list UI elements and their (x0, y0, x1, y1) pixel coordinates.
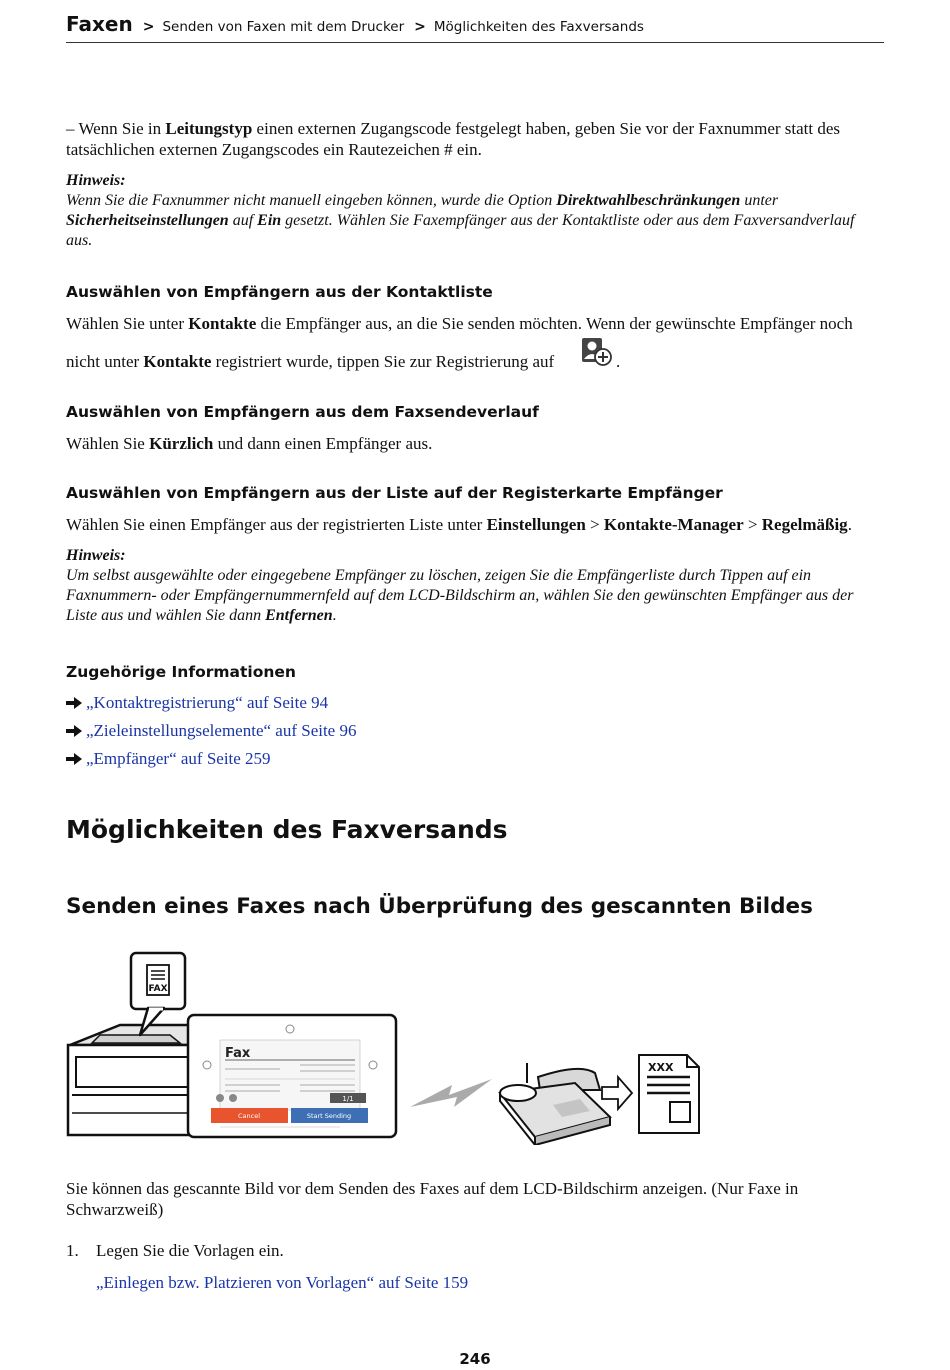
arrow-right-icon (66, 725, 82, 737)
add-contact-icon[interactable] (580, 336, 614, 368)
breadcrumb-section[interactable]: Faxen (66, 12, 133, 36)
fax-preview-illustration (60, 945, 710, 1145)
subsection-title: Senden eines Faxes nach Überprüfung des gescannten Bildes (66, 894, 813, 919)
screen-start-label: Start Sending (306, 1112, 352, 1120)
paragraph-recipient-tab: Wählen Sie einen Empfänger aus der registrierten Liste unter Einstellungen > Kontakte-Manager > Regelmäßig. (66, 515, 852, 534)
document-label: XXX (648, 1061, 674, 1074)
note-label: Hinweis: (66, 547, 126, 564)
step-text: Legen Sie die Vorlagen ein. (96, 1241, 284, 1260)
related-link[interactable]: „Zieleinstellungselemente“ auf Seite 96 (66, 720, 356, 741)
fax-bubble (131, 953, 185, 1035)
bubble-fax-label: FAX (148, 984, 168, 994)
paragraph-contacts-register: nicht unter Kontakte registriert wurde, tippen Sie zur Registrierung auf (66, 352, 555, 371)
heading-contacts: Auswählen von Empfängern aus der Kontaktliste (66, 283, 493, 301)
step-link[interactable]: „Einlegen bzw. Platzieren von Vorlagen“ auf Seite 159 (96, 1273, 469, 1292)
related-link[interactable]: „Empfänger“ auf Seite 259 (66, 748, 271, 769)
note-direct-dial: Hinweis: Wenn Sie die Faxnummer nicht manuell eingeben können, wurde die Option Direktwahlbeschränkungen unter Sicherheitseinstellungen auf Ein gesetzt. Wählen Sie Faxempfänger aus der Kontaktliste oder aus dem Faxversandverlauf aus. (66, 172, 855, 249)
section-title: Möglichkeiten des Faxversands (66, 815, 508, 844)
fax-machine-icon (500, 1063, 610, 1145)
screen-cancel-label: Cancel (237, 1112, 261, 1120)
heading-recipient-tab: Auswählen von Empfängern aus der Liste auf der Registerkarte Empfänger (66, 484, 723, 502)
breadcrumb (66, 12, 884, 43)
heading-related: Zugehörige Informationen (66, 663, 296, 681)
arrow-right-icon (66, 753, 82, 765)
related-link[interactable]: „Kontaktregistrierung“ auf Seite 94 (66, 692, 328, 713)
page-number: 246 (459, 1350, 491, 1368)
heading-history: Auswählen von Empfängern aus dem Faxsendeverlauf (66, 403, 539, 421)
period: . (616, 352, 621, 371)
printer-icon (68, 1025, 202, 1135)
lcd-screen (188, 1015, 396, 1137)
step-number: 1. (66, 1241, 79, 1260)
breadcrumb-separator: > (414, 19, 426, 35)
screen-page-counter: 1/1 (342, 1095, 354, 1103)
paragraph-preview-info: Sie können das gescannte Bild vor dem Senden des Faxes auf dem LCD-Bildschirm anzeigen. (Nur Faxe in Schwarzweiß) (66, 1179, 799, 1219)
paragraph-history: Wählen Sie Kürzlich und dann einen Empfänger aus. (66, 434, 433, 453)
paragraph-contacts: Wählen Sie unter Kontakte die Empfänger aus, an die Sie senden möchten. Wenn der gewünschte Empfänger noch (66, 314, 853, 333)
document-icon (639, 1055, 699, 1133)
arrow-right-icon (602, 1077, 632, 1109)
lightning-icon (410, 1079, 492, 1107)
breadcrumb-level2[interactable]: Möglichkeiten des Faxversands (433, 19, 644, 35)
paragraph-access-code: – Wenn Sie in Leitungstyp einen externen Zugangscode festgelegt haben, geben Sie vor der Faxnummer statt des tatsächlichen externen Zugangscodes ein Rautezeichen # ein. (66, 119, 841, 159)
screen-fax-title: Fax (225, 1046, 251, 1061)
breadcrumb-level1[interactable]: Senden von Faxen mit dem Drucker (162, 19, 405, 35)
breadcrumb-separator: > (142, 19, 155, 35)
arrow-right-icon (66, 697, 82, 709)
note-remove-recipient: Hinweis: Um selbst ausgewählte oder eingegebene Empfänger zu löschen, zeigen Sie die Empfängerliste durch Tippen auf ein Faxnummern- oder Empfängernummernfeld auf dem LCD-Bildschirm an, wählen Sie den gewünschten Empfänger aus der Liste aus und wählen Sie dann Entfernen. (66, 547, 854, 624)
note-label: Hinweis: (66, 172, 126, 189)
